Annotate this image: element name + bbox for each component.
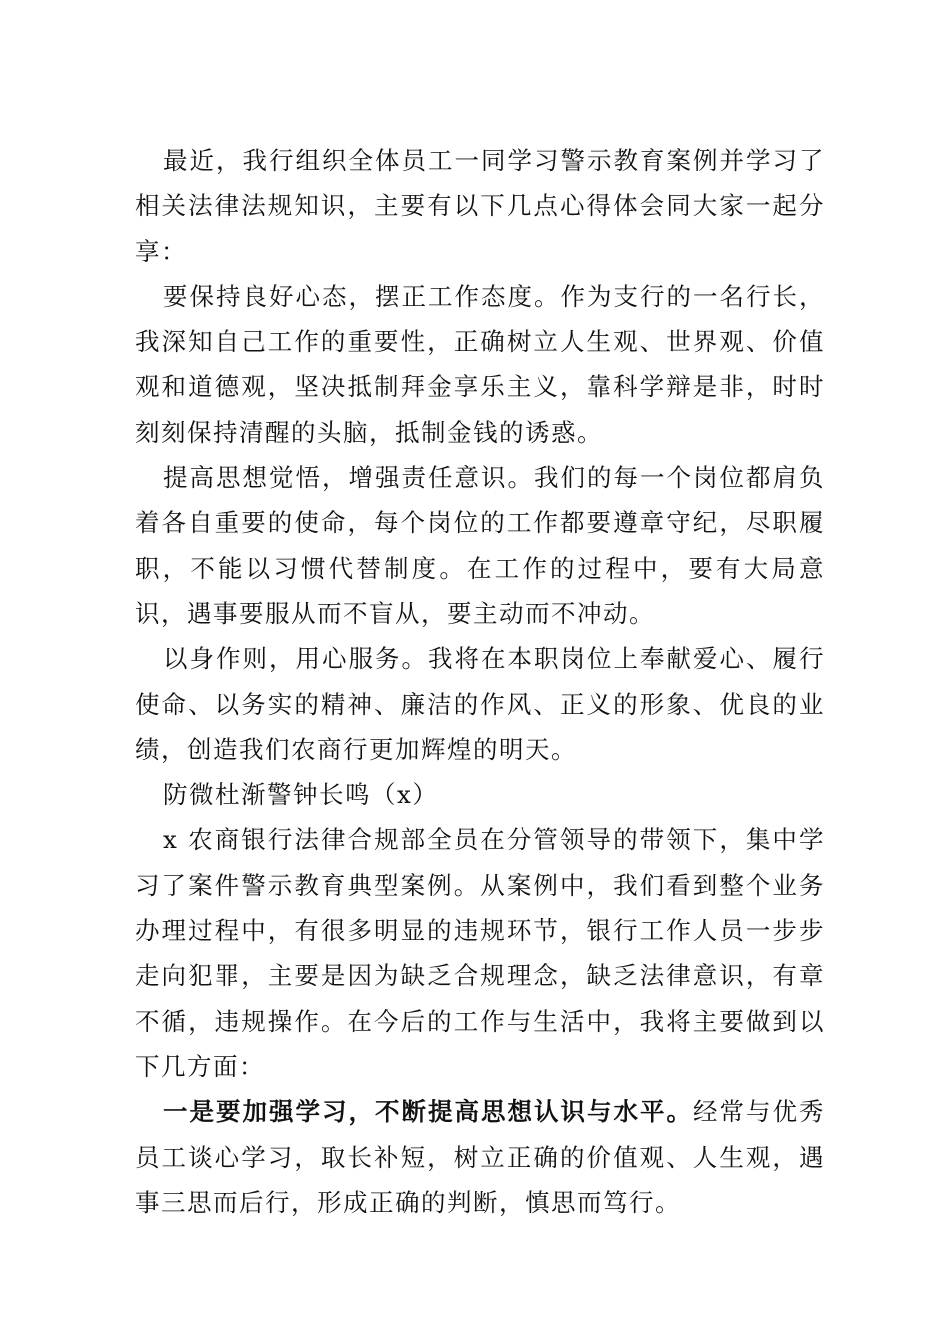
document-body [135,138,825,1225]
paragraph-attitude: 要保持良好心态，摆正工作态度。作为支行的一名行长，我深知自己工作的重要性，正确树立人生观、世界观、价值观和道德观，坚决抵制拜金享乐主义，靠科学辩是非，时时刻刻保持清醒的头脑，抵制金钱的诱惑。 [135,281,825,447]
paragraph-compliance: x 农商银行法律合规部全员在分管领导的带领下，集中学习了案件警示教育典型案例。从案例中，我们看到整个业务办理过程中，有很多明显的违规环节，银行工作人员一步步走向犯罪，主要是因为缺乏合规理念，缺乏法律意识，有章不循，违规操作。在今后的工作与生活中，我将主要做到以下几方面： [135,825,825,1081]
point-one-lead: 一是要加强学习，不断提高思想认识与水平。 [163,1097,693,1127]
paragraph-awareness: 提高思想觉悟，增强责任意识。我们的每一个岗位都肩负着各自重要的使命，每个岗位的工作都要遵章守纪，尽职履职，不能以习惯代替制度。在工作的过程中，要有大局意识，遇事要服从而不盲从，要主动而不冲动。 [135,463,825,628]
point-one-text: 经常与优秀员工谈心学习，取长补短，树立正确的价值观、人生观，遇事三思而后行，形成正确的判断，慎思而笃行。 [135,1097,825,1217]
paragraph-service: 以身作则，用心服务。我将在本职岗位上奉献爱心、履行使命、以务实的精神、廉洁的作风、正义的形象、优良的业绩，创造我们农商行更加辉煌的明天。 [135,644,825,764]
paragraph-intro: 最近，我行组织全体员工一同学习警示教育案例并学习了相关法律法规知识，主要有以下几点心得体会同大家一起分享： [135,146,825,266]
paragraph-point-one [135,1089,825,1225]
section-title: 防微杜渐警钟长鸣（x） [163,780,439,810]
